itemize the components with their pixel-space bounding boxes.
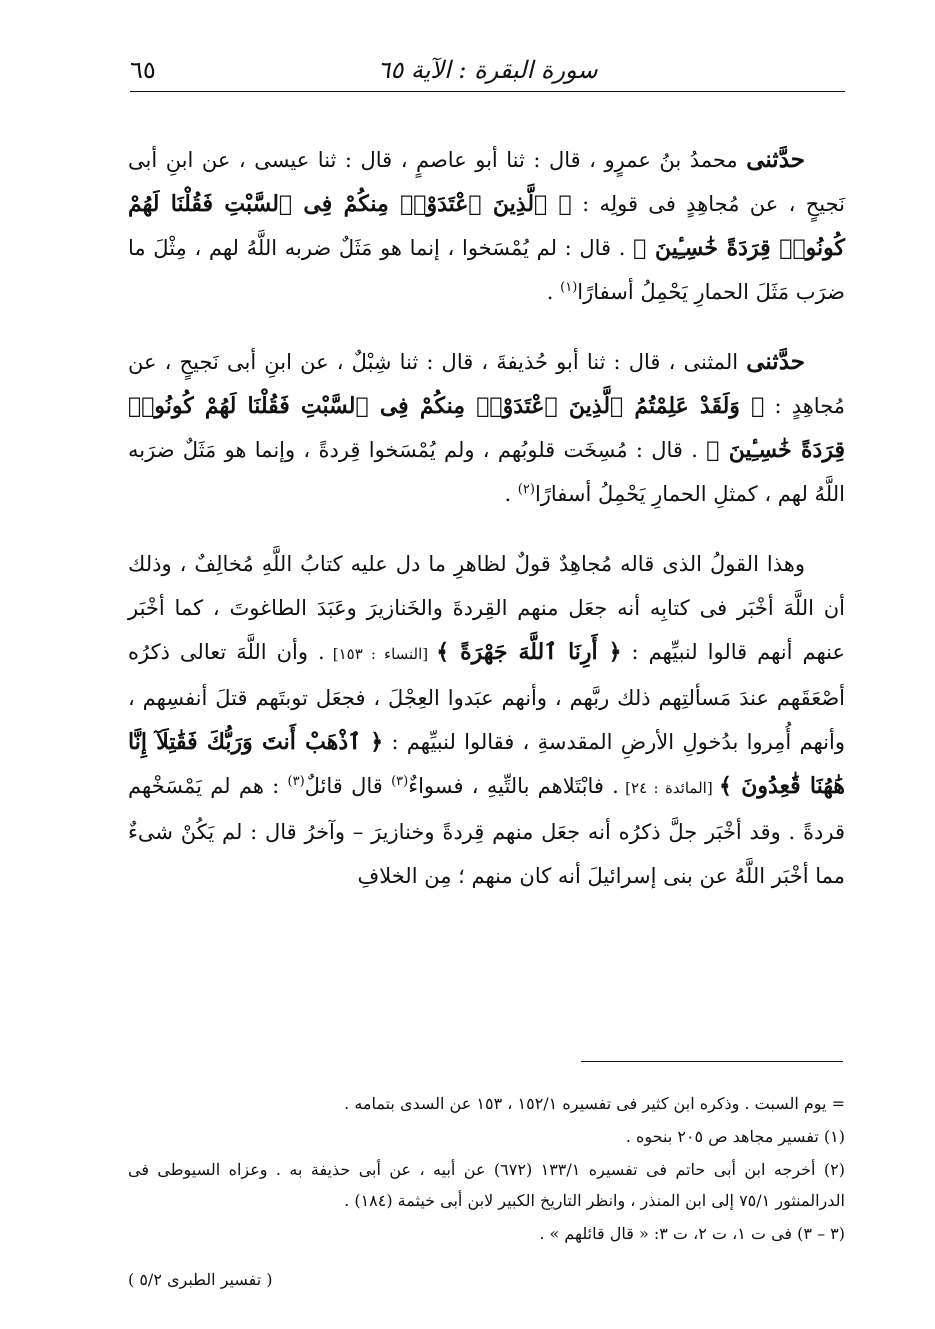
paragraph-text: . xyxy=(546,280,561,304)
paragraph-text: . وأن اللَّهَ تعالى ذكرُه أصْعَقَهم عندَ مَسألتِهم ذلك ربَّهم ، وأنهم عبَدوا العِجْلَ ، فجعَل توبتَهم قتلَ أنفسِهم ، وأنهم أُمِروا بدُخولِ الأرضِ المقدسةِ ، فقالوا لنبيِّهم : xyxy=(128,640,845,754)
paragraph-1 xyxy=(128,138,845,314)
paragraph-2 xyxy=(128,340,845,516)
footnote-marker: (١) xyxy=(560,280,578,295)
footnote-marker: (٣) xyxy=(391,774,409,789)
paragraph-text: . قال : لم يُمْسَخوا ، إنما هو مَثَلٌ ضربه اللَّهُ لهم ، مِثْلَ ما ضرَب مَثَلَ الحمارِ يَحْمِلُ أسفارًا xyxy=(128,236,845,304)
quran-quote: ﴿ ٱذْهَبْ أَنتَ وَرَبُّكَ فَقَٰتِلَآ إِنَّا هَٰهُنَا قَٰعِدُونَ ﴾ xyxy=(128,729,845,799)
quran-quote: ﴿ وَلَقَدْ عَلِمْتُمُ ٱلَّذِينَ ٱعْتَدَوْا۟ مِنكُمْ فِى ٱلسَّبْتِ فَقُلْنَا لَهُمْ كُونُوا۟ قِرَدَةً خَٰسِـِٔينَ ﴾ xyxy=(128,393,845,463)
paragraph-text: . قال : مُسِخَت قلوبُهم ، ولم يُمْسَخوا قِردةً ، وإنما هو مَثَلٌ ضرَبه اللَّهُ لهم ، كمثلِ الحمارِ يَحْمِلُ أسفارًا xyxy=(128,438,845,506)
quran-quote: ﴿ ٱلَّذِينَ ٱعْتَدَوْا۟ مِنكُمْ فِى ٱلسَّبْتِ فَقُلْنَا لَهُمْ كُونُوا۟ قِرَدَةً خَٰسِـِٔينَ ﴾ xyxy=(128,191,846,261)
paragraph-text: وهذا القولُ الذى قاله مُجاهِدٌ قولٌ لظاهرِ ما دل عليه كتابُ اللَّهِ مُخالِفٌ ، وذلك أن اللَّهَ أخْبَر فى كتابِه أنه جعَل منهم القِردةَ والخَنازيرَ وعَبَدَ الطاغوتَ ، كما أخْبَر عنهم أنهم قالوا لنبيِّهم : xyxy=(128,552,845,664)
running-title: سورة البقرة : الآية ٦٥ xyxy=(377,56,598,84)
paragraph-lead: حدَّثنى xyxy=(746,146,805,173)
paragraph-text: المثنى ، قال : ثنا أبو حُذيفةَ ، قال : ثنا شِبْلٌ ، عن ابنِ أبى نَجيحٍ ، عن مُجاهِدٍ : xyxy=(128,350,845,418)
header-rule xyxy=(130,91,845,92)
footnote: (١) تفسير مجاهد ص ٢٠٥ بنحوه . xyxy=(625,1127,845,1146)
quran-quote: ﴿ أَرِنَا ٱللَّهَ جَهْرَةً ﴾ xyxy=(436,639,622,665)
main-text xyxy=(128,138,845,924)
footnote: = يوم السبت . وذكره ابن كثير فى تفسيره ١٥٢/١ ، ١٥٣ عن السدى بتمامه . xyxy=(344,1094,845,1113)
paragraph-3 xyxy=(128,542,845,898)
volume-marker: ( تفسير الطبرى ٥/٢ ) xyxy=(128,1270,273,1289)
footnote-marker: (٣) xyxy=(287,774,305,789)
footnote: (٢) أخرجه ابن أبى حاتم فى تفسيره ١٣٣/١ (٦٧٢) عن أبيه ، عن أبى حذيفة به . وعزاه السيوطى فى الدرالمنثور ٧٥/١ إلى ابن المنذر ، وانظر التاريخ الكبير لابن أبى خيثمة (١٨٤) . xyxy=(128,1160,845,1210)
footnotes xyxy=(128,1088,845,1251)
verse-reference: [المائدة : ٢٤] xyxy=(618,779,720,797)
page-header xyxy=(130,52,845,92)
footnote-marker: (٢) xyxy=(517,482,535,497)
paragraph-text: . xyxy=(504,482,518,506)
paragraph-text: : هم لم يَمْسَخْهم قردةً . وقد أخْبَر جلَّ ذكرُه أنه جعَل منهم قِردةً وخنازيرَ – وآخرُ قال : لم يَكُنْ شىءٌ مما أخْبَر اللَّهُ عن بنى إسرائيلَ أنه كان منهم ؛ مِن الخلافِ xyxy=(128,774,845,888)
paragraph-lead: حدَّثنى xyxy=(746,348,805,375)
page-number: ٦٥ xyxy=(130,56,156,84)
footnote: (٣ – ٣) فى ت ١، ت ٢، ت ٣: « قال قائلهم » . xyxy=(539,1224,845,1243)
verse-reference: [النساء : ١٥٣] xyxy=(324,645,437,663)
paragraph-text: محمدُ بنُ عمرٍو ، قال : ثنا أبو عاصمٍ ، قال : ثنا عيسى ، عن ابنِ أبى نَجيحٍ ، عن مُجاهِدٍ فى قولِه : xyxy=(128,148,845,216)
paragraph-text: قال قائلٌ xyxy=(304,774,392,798)
footnote-separator xyxy=(581,1061,843,1062)
paragraph-text: . فابْتَلاهم بالتِّيهِ ، فسواءٌ xyxy=(408,774,619,798)
